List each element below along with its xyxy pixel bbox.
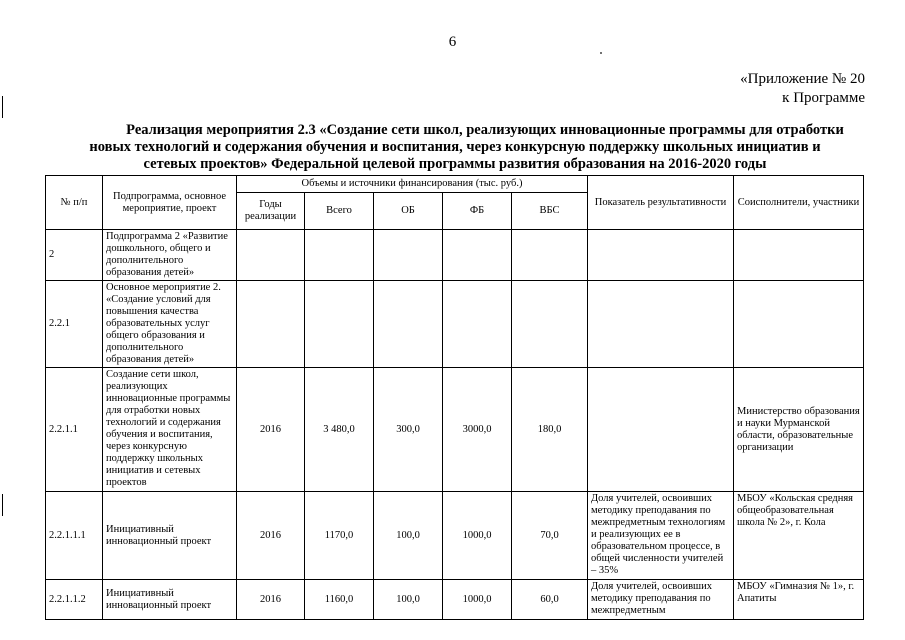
- table-row: [46, 230, 864, 281]
- header-row-1: [46, 176, 864, 193]
- row-fb: 3000,0: [443, 368, 512, 492]
- header-program: Подпрограмма, основное мероприятие, проект: [103, 176, 237, 230]
- row-total: 1160,0: [305, 580, 374, 620]
- row-ob: [374, 281, 443, 368]
- row-fb: 1000,0: [443, 580, 512, 620]
- title-line-1: Реализация мероприятия 2.3 «Создание сети школ, реализующих инновационные программы для отработки: [126, 122, 844, 138]
- row-vbs: 70,0: [512, 492, 588, 580]
- row-total: [305, 281, 374, 368]
- row-years: 2016: [237, 368, 305, 492]
- table-row: [46, 281, 864, 368]
- header-vbs: ВБС: [512, 193, 588, 230]
- row-fb: 1000,0: [443, 492, 512, 580]
- header-total: Всего: [305, 193, 374, 230]
- row-fb: [443, 230, 512, 281]
- row-vbs: [512, 230, 588, 281]
- table-row: [46, 368, 864, 492]
- row-indicator: [588, 281, 734, 368]
- row-participants: [734, 230, 864, 281]
- row-participants: [734, 281, 864, 368]
- appendix-reference: [740, 70, 865, 108]
- row-name: Инициативный инновационный проект: [103, 492, 237, 580]
- row-vbs: 180,0: [512, 368, 588, 492]
- row-name: Инициативный инновационный проект: [103, 580, 237, 620]
- row-participants: Министерство образования и науки Мурманской области, образовательные организации: [734, 368, 864, 492]
- binding-mark: [2, 96, 3, 118]
- row-fb: [443, 281, 512, 368]
- row-indicator: [588, 368, 734, 492]
- header-indicator: Показатель результативности: [588, 176, 734, 230]
- row-indicator: [588, 230, 734, 281]
- row-years: [237, 281, 305, 368]
- row-name: Создание сети школ, реализующих инновационные программы для отработки новых технологий и содержания обучения и воспитания, через конкурсную поддержку школьных инициатив и сетевых проектов: [103, 368, 237, 492]
- row-years: 2016: [237, 580, 305, 620]
- row-total: 3 480,0: [305, 368, 374, 492]
- row-ob: 100,0: [374, 492, 443, 580]
- appendix-line-1: «Приложение № 20: [740, 71, 865, 87]
- row-name: Подпрограмма 2 «Развитие дошкольного, общего и дополнительного образования детей»: [103, 230, 237, 281]
- row-ob: 300,0: [374, 368, 443, 492]
- row-name: Основное мероприятие 2. «Создание условий для повышения качества образовательных услуг общего образования и дополнительного образования детей»: [103, 281, 237, 368]
- row-indicator: Доля учителей, освоивших методику преподавания по межпредметным: [588, 580, 734, 620]
- header-num: № п/п: [46, 176, 103, 230]
- row-years: 2016: [237, 492, 305, 580]
- row-total: 1170,0: [305, 492, 374, 580]
- row-ob: [374, 230, 443, 281]
- header-ob: ОБ: [374, 193, 443, 230]
- binding-mark: [2, 494, 3, 516]
- title-line-2: новых технологий и содержания обучения и воспитания, через конкурсную поддержку школьных инициатив и: [89, 139, 821, 155]
- funding-table: [45, 175, 864, 620]
- scan-speck: [600, 52, 602, 54]
- page-number: 6: [448, 34, 457, 50]
- header-participants: Соисполнители, участники: [734, 176, 864, 230]
- table-row: [46, 492, 864, 580]
- row-num: 2.2.1.1.2: [46, 580, 103, 620]
- row-participants: МБОУ «Гимназия № 1», г. Апатиты: [734, 580, 864, 620]
- row-indicator: Доля учителей, освоивших методику преподавания по межпредметным технологиям и реализующих ее в образовательном процессе, в общей численности учителей – 35%: [588, 492, 734, 580]
- document-title: [40, 122, 870, 173]
- row-num: 2.2.1.1: [46, 368, 103, 492]
- row-num: 2: [46, 230, 103, 281]
- header-fb: ФБ: [443, 193, 512, 230]
- row-ob: 100,0: [374, 580, 443, 620]
- row-num: 2.2.1: [46, 281, 103, 368]
- appendix-line-2: к Программе: [782, 90, 865, 106]
- row-vbs: [512, 281, 588, 368]
- row-years: [237, 230, 305, 281]
- title-line-3: сетевых проектов» Федеральной целевой программы развития образования на 2016-2020 годы: [143, 156, 767, 172]
- row-num: 2.2.1.1.1: [46, 492, 103, 580]
- row-total: [305, 230, 374, 281]
- table-row: [46, 580, 864, 620]
- row-vbs: 60,0: [512, 580, 588, 620]
- row-participants: МБОУ «Кольская средняя общеобразовательная школа № 2», г. Кола: [734, 492, 864, 580]
- header-funding-group: Объемы и источники финансирования (тыс. руб.): [237, 176, 588, 193]
- header-years: Годы реализации: [237, 193, 305, 230]
